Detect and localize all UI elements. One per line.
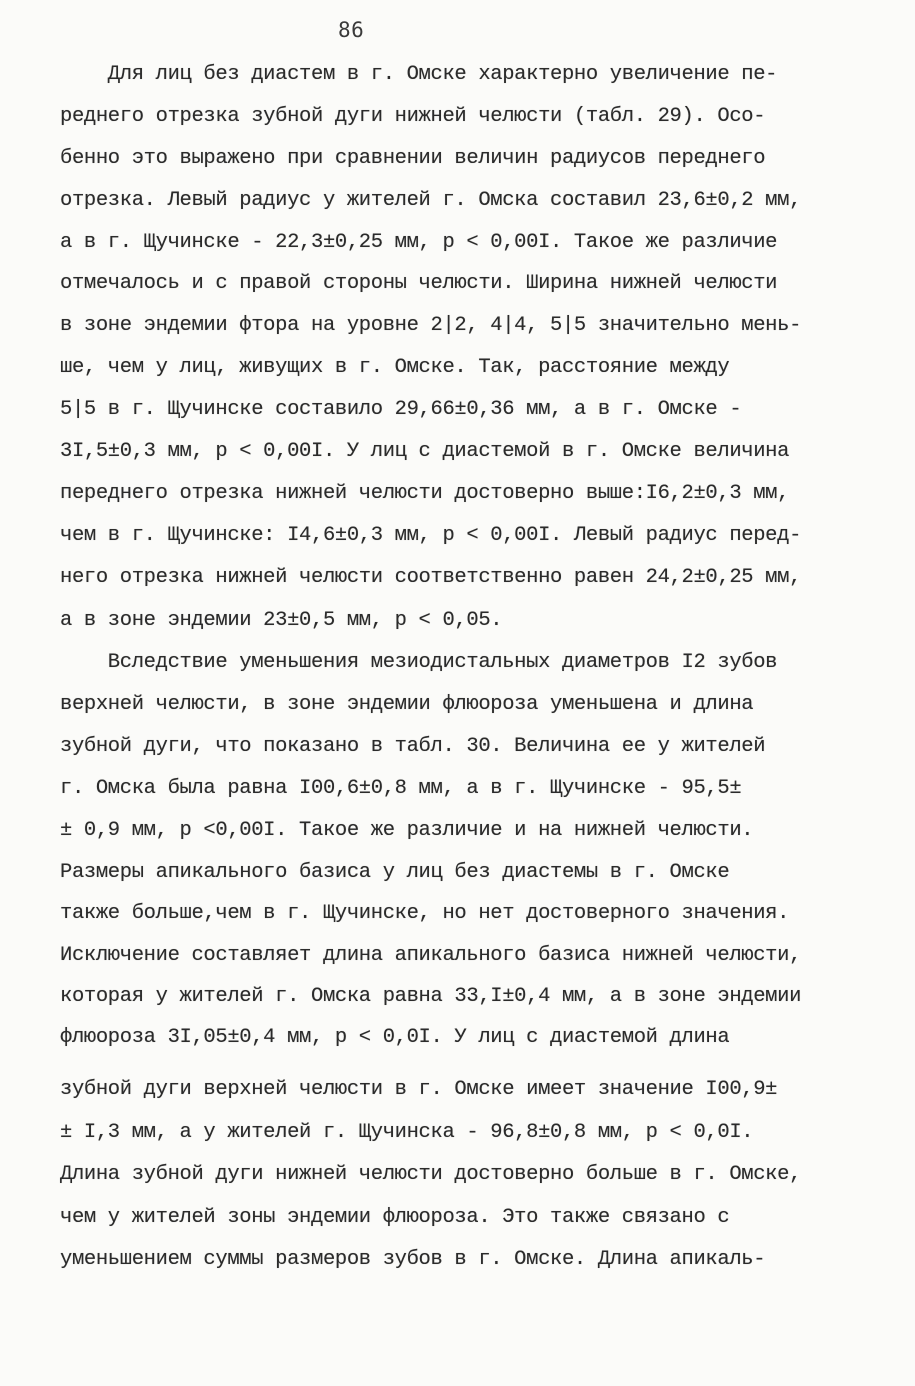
text-line: Длина зубной дуги нижней челюсти достоверно больше в г. Омске, bbox=[60, 1163, 802, 1186]
text-line: которая у жителей г. Омска равна 33,I±0,4 мм, а в зоне эндемии bbox=[60, 985, 802, 1008]
text-line: а в г. Щучинске - 22,3±0,25 мм, р < 0,00I. Такое же различие bbox=[60, 231, 778, 254]
text-line: флюороза 3I,05±0,4 мм, р < 0,0I. У лиц с диастемой длина bbox=[60, 1026, 730, 1049]
text-line: ± 0,9 мм, р <0,00I. Такое же различие и на нижней челюсти. bbox=[60, 819, 754, 842]
text-line: отрезка. Левый радиус у жителей г. Омска составил 23,6±0,2 мм, bbox=[60, 189, 802, 212]
text-line: зубной дуги верхней челюсти в г. Омске имеет значение I00,9± bbox=[60, 1078, 778, 1101]
text-line: Исключение составляет длина апикального базиса нижней челюсти, bbox=[60, 944, 802, 967]
text-line: 5|5 в г. Щучинске составило 29,66±0,36 мм, а в г. Омске - bbox=[60, 398, 742, 421]
text-line: отмечалось и с правой стороны челюсти. Ширина нижней челюсти bbox=[60, 272, 778, 295]
text-line: бенно это выражено при сравнении величин радиусов переднего bbox=[60, 147, 766, 170]
text-line: верхней челюсти, в зоне эндемии флюороза уменьшена и длина bbox=[60, 693, 754, 716]
text-line: ше, чем у лиц, живущих в г. Омске. Так, расстояние между bbox=[60, 356, 730, 379]
text-line: реднего отрезка зубной дуги нижней челюсти (табл. 29). Осо- bbox=[60, 105, 766, 128]
text-line: зубной дуги, что показано в табл. 30. Величина ее у жителей bbox=[60, 735, 766, 758]
text-line: Для лиц без диастем в г. Омске характерно увеличение пе- bbox=[60, 63, 778, 86]
text-line: в зоне эндемии фтора на уровне 2|2, 4|4, 5|5 значительно мень- bbox=[60, 314, 802, 337]
text-line: Размеры апикального базиса у лиц без диастемы в г. Омске bbox=[60, 861, 730, 884]
text-line: него отрезка нижней челюсти соответственно равен 24,2±0,25 мм, bbox=[60, 566, 802, 589]
text-line: 3I,5±0,3 мм, р < 0,00I. У лиц с диастемой в г. Омске величина bbox=[60, 440, 790, 463]
text-line: а в зоне эндемии 23±0,5 мм, р < 0,05. bbox=[60, 609, 503, 632]
text-line: чем у жителей зоны эндемии флюороза. Это также связано с bbox=[60, 1206, 730, 1229]
text-line: Вследствие уменьшения мезиодистальных диаметров I2 зубов bbox=[60, 651, 778, 674]
text-line: г. Омска была равна I00,6±0,8 мм, а в г. Щучинске - 95,5± bbox=[60, 777, 742, 800]
text-line: переднего отрезка нижней челюсти достоверно выше:I6,2±0,3 мм, bbox=[60, 482, 790, 505]
text-line: уменьшением суммы размеров зубов в г. Омске. Длина апикаль- bbox=[60, 1248, 766, 1271]
text-line: ± I,3 мм, а у жителей г. Щучинска - 96,8±0,8 мм, р < 0,0I. bbox=[60, 1121, 754, 1144]
text-line: также больше,чем в г. Щучинске, но нет достоверного значения. bbox=[60, 902, 790, 925]
text-line: чем в г. Щучинске: I4,6±0,3 мм, р < 0,00I. Левый радиус перед- bbox=[60, 524, 802, 547]
page-number: 86 bbox=[338, 18, 365, 42]
